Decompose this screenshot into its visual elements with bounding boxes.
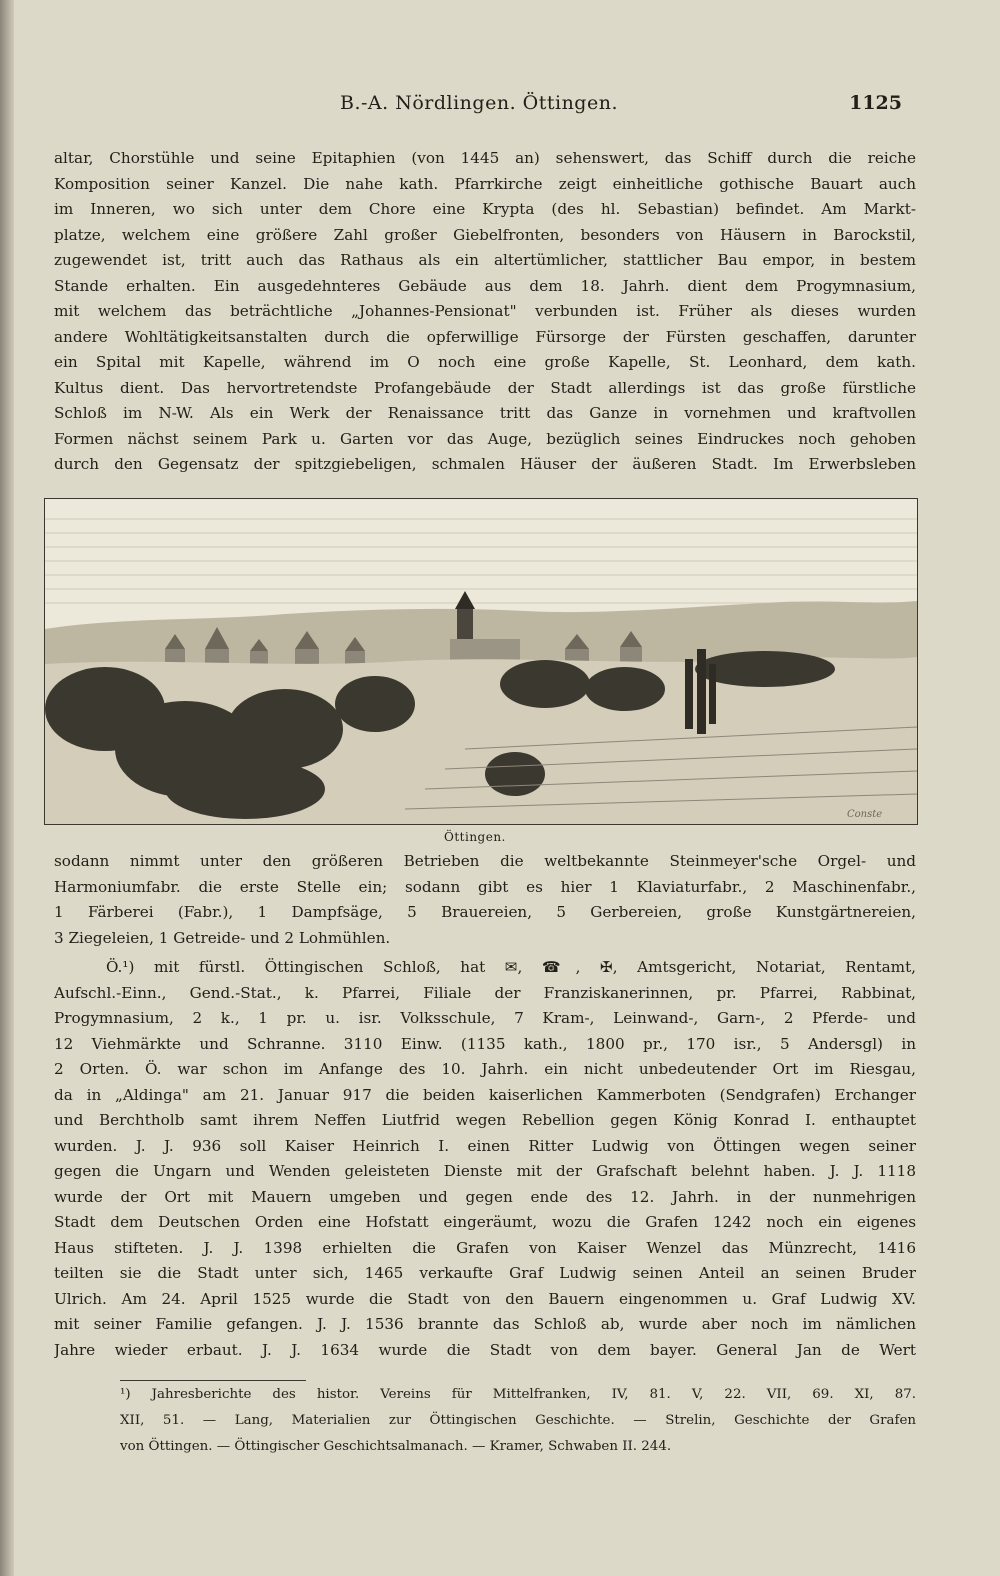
text-line: mit seiner Familie gefangen. J. J. 1536 brannte das Schloß ab, wurde aber noch im nämlichen [54, 1315, 916, 1333]
text-line: Progymnasium, 2 k., 1 pr. u. isr. Volksschule, 7 Kram-, Leinwand-, Garn-, 2 Pferde- und [54, 1009, 916, 1027]
text-line: wurden. J. J. 936 soll Kaiser Heinrich I. einen Ritter Ludwig von Öttingen wegen seiner [54, 1136, 916, 1155]
footnote-divider [120, 1380, 306, 1381]
paragraph-architecture [54, 146, 916, 478]
figure-caption: Öttingen. [444, 830, 506, 844]
text-line: mit welchem das beträchtliche „Johannes-Pensionat" verbunden ist. Früher als dieses wurden [54, 302, 916, 320]
paragraph-history [54, 955, 916, 1363]
text-line: sodann nimmt unter den größeren Betrieben die weltbekannte Steinmeyer'sche Orgel- und [54, 852, 916, 870]
text-line: Schloß im N-W. Als ein Werk der Renaissance tritt das Ganze in vornehmen und kraftvollen [54, 404, 916, 422]
text-line: andere Wohltätigkeitsanstalten durch die opferwillige Fürsorge der Fürsten geschaffen, darunter [54, 327, 916, 346]
footnote-line: XII, 51. — Lang, Materialien zur Öttingischen Geschichte. — Strelin, Geschichte der Grafen [120, 1413, 916, 1428]
running-header [44, 92, 924, 122]
book-page [44, 0, 924, 1576]
text-line: teilten sie die Stadt unter sich, 1465 verkaufte Graf Ludwig seinen Anteil an seinen Bruder [54, 1264, 916, 1282]
text-line: ein Spital mit Kapelle, während im O noch eine große Kapelle, St. Leonhard, dem kath. [54, 353, 916, 371]
artist-signature: Conste [847, 809, 883, 820]
engraving-town-view [44, 498, 918, 825]
text-line: Ö.¹) mit fürstl. Öttingischen Schloß, hat ✉, ☎, ✠, Amtsgericht, Notariat, Rentamt, [106, 958, 916, 976]
text-line: gegen die Ungarn und Wenden geleisteten Dienste mit der Grafschaft belehnt haben. J. J. 1118 [54, 1162, 916, 1180]
text-line: Komposition seiner Kanzel. Die nahe kath. Pfarrkirche zeigt einheitliche gothische Bauart auch [54, 174, 916, 193]
text-line: Stande erhalten. Ein ausgedehnteres Gebäude aus dem 18. Jahrh. dient dem Progymnasium, [54, 276, 916, 295]
text-line: durch den Gegensatz der spitzgiebeligen, schmalen Häuser der äußeren Stadt. Im Erwerbsleben [54, 455, 916, 473]
text-line: Formen nächst seinem Park u. Garten vor das Auge, bezüglich seines Eindruckes noch gehoben [54, 429, 916, 448]
text-line: 2 Orten. Ö. war schon im Anfange des 10. Jahrh. ein nicht unbedeutender Ort im Riesgau, [54, 1060, 916, 1078]
book-spine-shadow [0, 0, 14, 1576]
text-line: da in „Aldinga" am 21. Januar 917 die beiden kaiserlichen Kammerboten (Sendgrafen) Erchanger [54, 1085, 916, 1104]
text-line: wurde der Ort mit Mauern umgeben und gegen ende des 12. Jahrh. in der nunmehrigen [54, 1187, 916, 1206]
footnote-line: ¹) Jahresberichte des histor. Vereins für Mittelfranken, IV, 81. V, 22. VII, 69. XI, 87. [120, 1387, 916, 1402]
paragraph-industry [54, 849, 916, 951]
footnote-line: von Öttingen. — Öttingischer Geschichtsalmanach. — Kramer, Schwaben II. 244. [120, 1439, 672, 1454]
text-line: 1 Färberei (Fabr.), 1 Dampfsäge, 5 Brauereien, 5 Gerbereien, große Kunstgärtnereien, [54, 903, 916, 921]
text-line: im Inneren, wo sich unter dem Chore eine Krypta (des hl. Sebastian) befindet. Am Markt- [54, 200, 916, 218]
text-line: Haus stifteten. J. J. 1398 erhielten die Grafen von Kaiser Wenzel das Münzrecht, 1416 [54, 1238, 916, 1257]
running-title: B.-A. Nördlingen. Öttingen. [340, 92, 618, 114]
footnote [120, 1382, 916, 1460]
text-line: platze, welchem eine größere Zahl großer Giebelfronten, besonders von Häusern in Barockstil, [54, 225, 916, 244]
text-line: Jahre wieder erbaut. J. J. 1634 wurde die Stadt von dem bayer. General Jan de Wert [54, 1340, 916, 1359]
page-number: 1125 [849, 92, 902, 114]
town-panorama-illustration [45, 499, 917, 824]
text-line: 3 Ziegeleien, 1 Getreide- und 2 Lohmühlen. [54, 928, 391, 947]
text-line: Kultus dient. Das hervortretendste Profangebäude der Stadt allerdings ist das große fürstliche [54, 378, 916, 397]
text-line: 12 Viehmärkte und Schranne. 3110 Einw. (1135 kath., 1800 pr., 170 isr., 5 Andersgl) in [54, 1034, 916, 1053]
text-line: und Berchtholb samt ihrem Neffen Liutfrid wegen Rebellion gegen König Konrad I. enthauptet [54, 1111, 916, 1129]
text-line: Ulrich. Am 24. April 1525 wurde die Stadt von den Bauern eingenommen u. Graf Ludwig XV. [54, 1289, 916, 1308]
text-line: zugewendet ist, tritt auch das Rathaus als ein altertümlicher, stattlicher Bau empor, in bestem [54, 251, 916, 269]
text-line: altar, Chorstühle und seine Epitaphien (von 1445 an) sehenswert, das Schiff durch die reiche [54, 149, 916, 167]
text-line: Aufschl.-Einn., Gend.-Stat., k. Pfarrei, Filiale der Franziskanerinnen, pr. Pfarrei, Rabbinat, [54, 983, 916, 1002]
text-line: Stadt dem Deutschen Orden eine Hofstatt eingeräumt, wozu die Grafen 1242 noch ein eigenes [54, 1213, 916, 1231]
text-line: Harmoniumfabr. die erste Stelle ein; sodann gibt es hier 1 Klaviaturfabr., 2 Maschinenfabr., [54, 877, 916, 896]
